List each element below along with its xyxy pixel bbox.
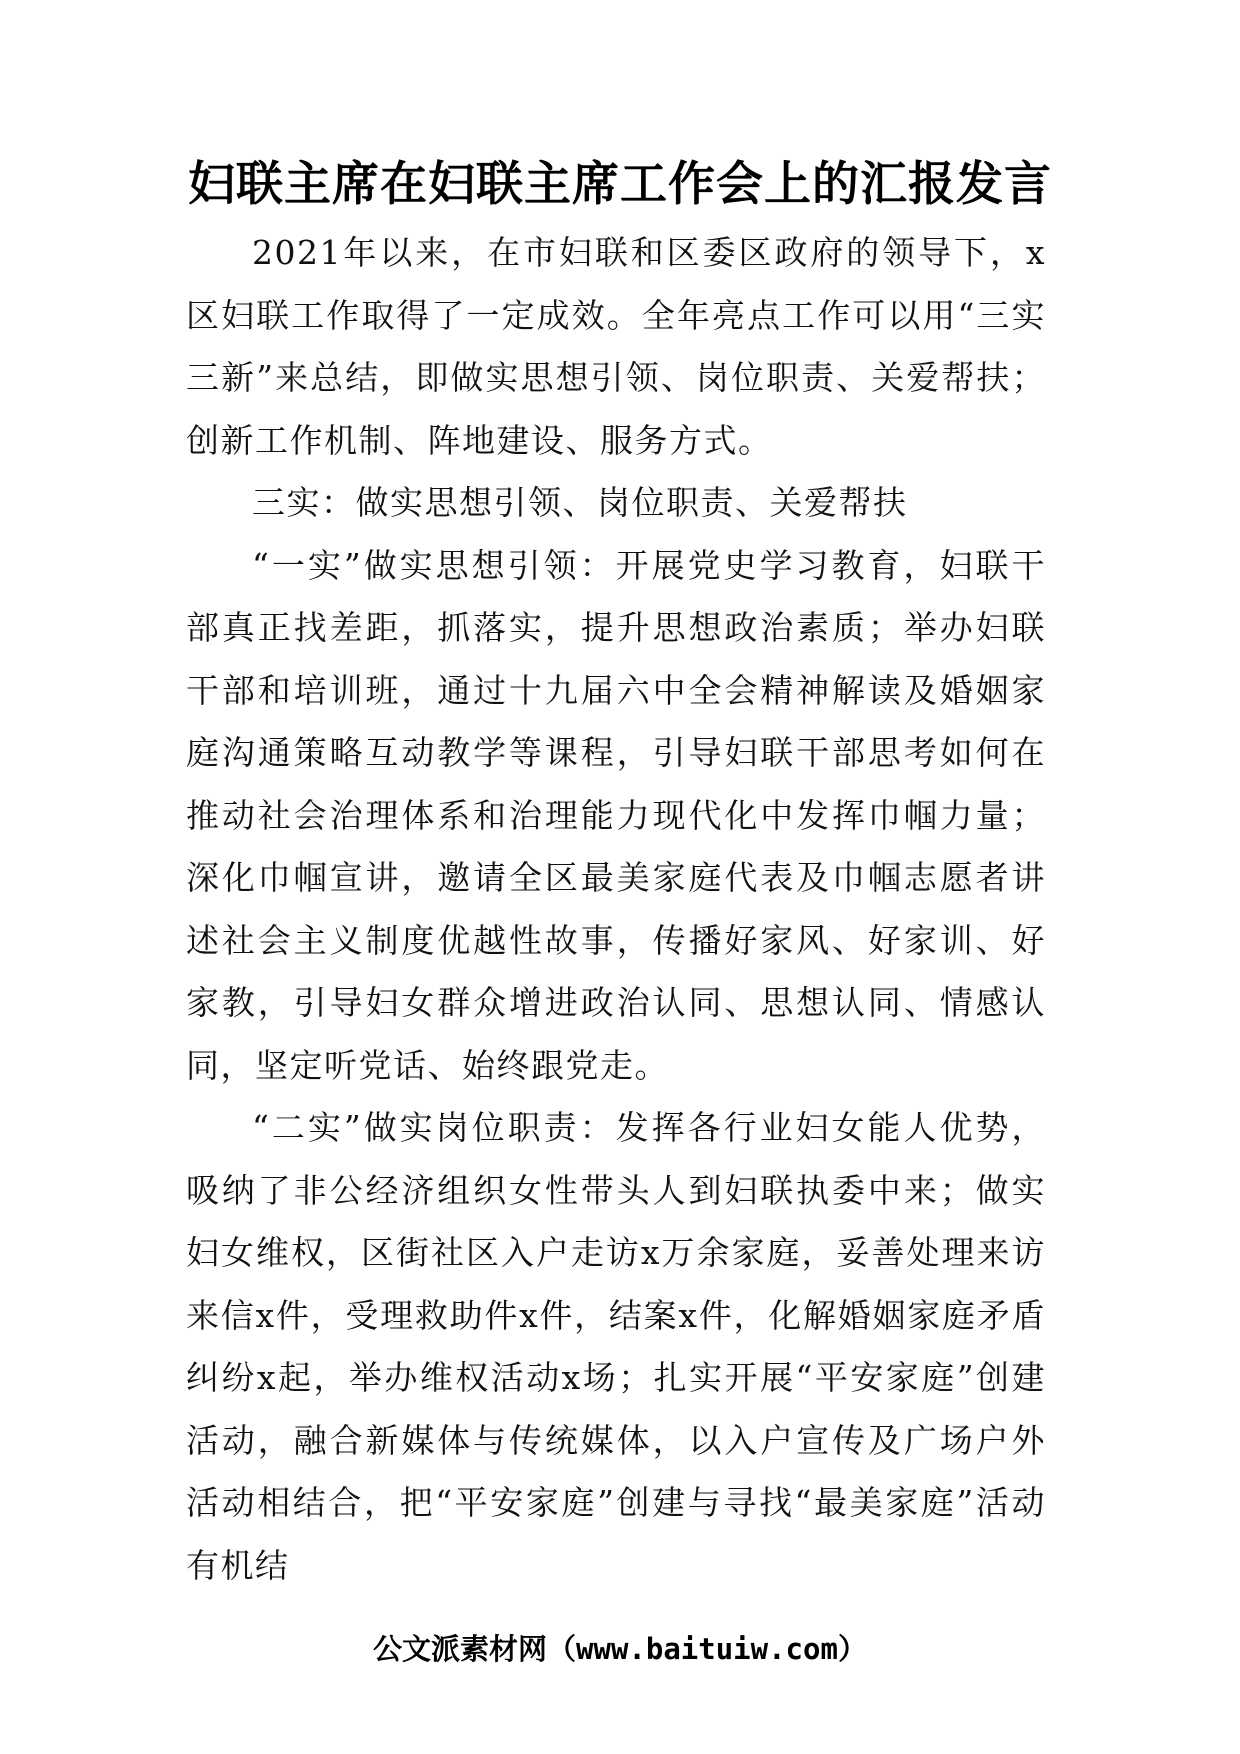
- paragraph-first-point: “一实”做实思想引领：开展党史学习教育，妇联干部真正找差距，抓落实，提升思想政治素质；举办妇联干部和培训班，通过十九届六中全会精神解读及婚姻家庭沟通策略互动教学等课程，引导妇联干部思考如何在推动社会治理体系和治理能力现代化中发挥巾帼力量；深化巾帼宣讲，邀请全区最美家庭代表及巾帼志愿者讲述社会主义制度优越性故事，传播好家风、好家训、好家教，引导妇女群众增进政治认同、思想认同、情感认同，坚定听党话、始终跟党走。: [186, 545, 1046, 1085]
- paragraph-second-point: “二实”做实岗位职责：发挥各行业妇女能人优势，吸纳了非公经济组织女性带头人到妇联执委中来；做实妇女维权，区街社区入户走访x万余家庭，妥善处理来访来信x件，受理救助件x件，结案x件，化解婚姻家庭矛盾纠纷x起，举办维权活动x场；扎实开展“平安家庭”创建活动，融合新媒体与传统媒体，以入户宣传及广场户外活动相结合，把“平安家庭”创建与寻找“最美家庭”活动有机结: [186, 1108, 1046, 1585]
- document-title: 妇联主席在妇联主席工作会上的汇报发言: [188, 157, 1052, 212]
- document-body: [186, 222, 1046, 1597]
- paragraph-intro: 2021年以来，在市妇联和区委区政府的领导下，x区妇联工作取得了一定成效。全年亮点工作可以用“三实三新”来总结，即做实思想引领、岗位职责、关爱帮扶；创新工作机制、阵地建设、服务方式。: [186, 233, 1046, 460]
- paragraph-section-heading: 三实：做实思想引领、岗位职责、关爱帮扶: [252, 483, 908, 522]
- page-footer: 公文派素材网（www.baituiw.com）: [373, 1632, 867, 1666]
